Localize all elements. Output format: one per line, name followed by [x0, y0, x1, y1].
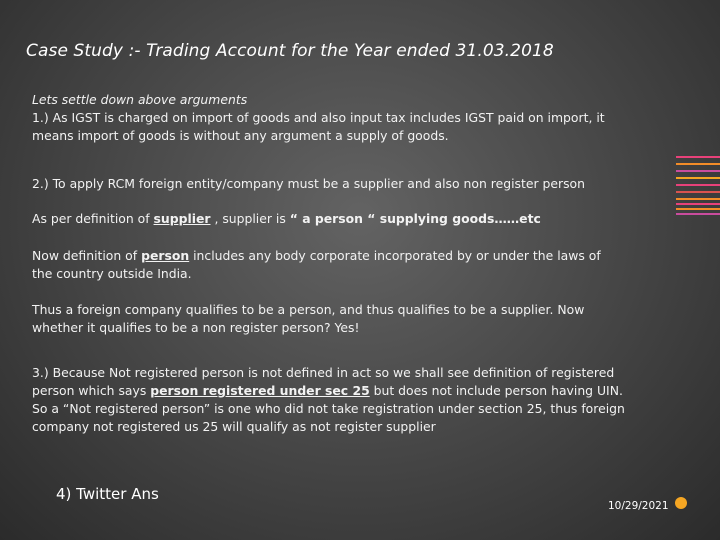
paragraph-line: whether it qualifies to be a non register person? Yes!	[32, 320, 360, 335]
stripe	[676, 203, 720, 205]
slide-title: Case Study :- Trading Account for the Year ended 31.03.2018	[26, 41, 554, 61]
paragraph-rcm: 2.) To apply RCM foreign entity/company must be a supplier and also non register person	[32, 176, 585, 191]
text-segment: As per definition of	[32, 211, 154, 226]
term-registered-person: person registered under sec 25	[150, 383, 370, 398]
stripe	[676, 191, 720, 193]
stripe	[676, 177, 720, 179]
paragraph-line: means import of goods is without any argument a supply of goods.	[32, 128, 449, 143]
quote-definition: “ a person “ supplying goods……etc	[289, 211, 541, 226]
paragraph-line: Thus a foreign company qualifies to be a person, and thus qualifies to be a supplier. Now	[32, 302, 585, 317]
stripe	[676, 163, 720, 165]
stripe	[676, 184, 720, 186]
stripe	[676, 198, 720, 200]
paragraph-not-registered	[32, 364, 682, 436]
paragraph-intro: Lets settle down above arguments	[32, 92, 248, 107]
slide-date: 10/29/2021	[608, 500, 669, 512]
paragraph-foreign-company	[32, 301, 682, 337]
paragraph-arguments	[32, 91, 682, 145]
twitter-answer-label: 4) Twitter Ans	[56, 485, 159, 503]
slide-number-badge	[675, 497, 687, 509]
text-segment: , supplier is	[210, 211, 290, 226]
stripe	[676, 170, 720, 172]
decorative-stripes	[676, 203, 720, 215]
decorative-stripes	[676, 156, 720, 200]
paragraph-line: company not registered us 25 will qualify as not register supplier	[32, 419, 436, 434]
paragraph-line: So a “Not registered person” is one who did not take registration under section 25, thus foreign	[32, 401, 625, 416]
paragraph-supplier-definition	[32, 210, 682, 228]
stripe	[676, 213, 720, 215]
text-segment: person which says	[32, 383, 151, 398]
paragraph-line: the country outside India.	[32, 266, 192, 281]
text-segment: but does not include person having UIN.	[369, 383, 623, 398]
text-segment: includes any body corporate incorporated by or under the laws of	[189, 248, 601, 263]
text-segment: Now definition of	[32, 248, 142, 263]
term-person: person	[141, 248, 190, 263]
paragraph-line: 1.) As IGST is charged on import of goods and also input tax includes IGST paid on import, it	[32, 110, 605, 125]
paragraph-person-definition	[32, 247, 682, 283]
stripe	[676, 208, 720, 210]
paragraph-line: 3.) Because Not registered person is not defined in act so we shall see definition of registered	[32, 365, 615, 380]
stripe	[676, 156, 720, 158]
term-supplier: supplier	[153, 211, 211, 226]
